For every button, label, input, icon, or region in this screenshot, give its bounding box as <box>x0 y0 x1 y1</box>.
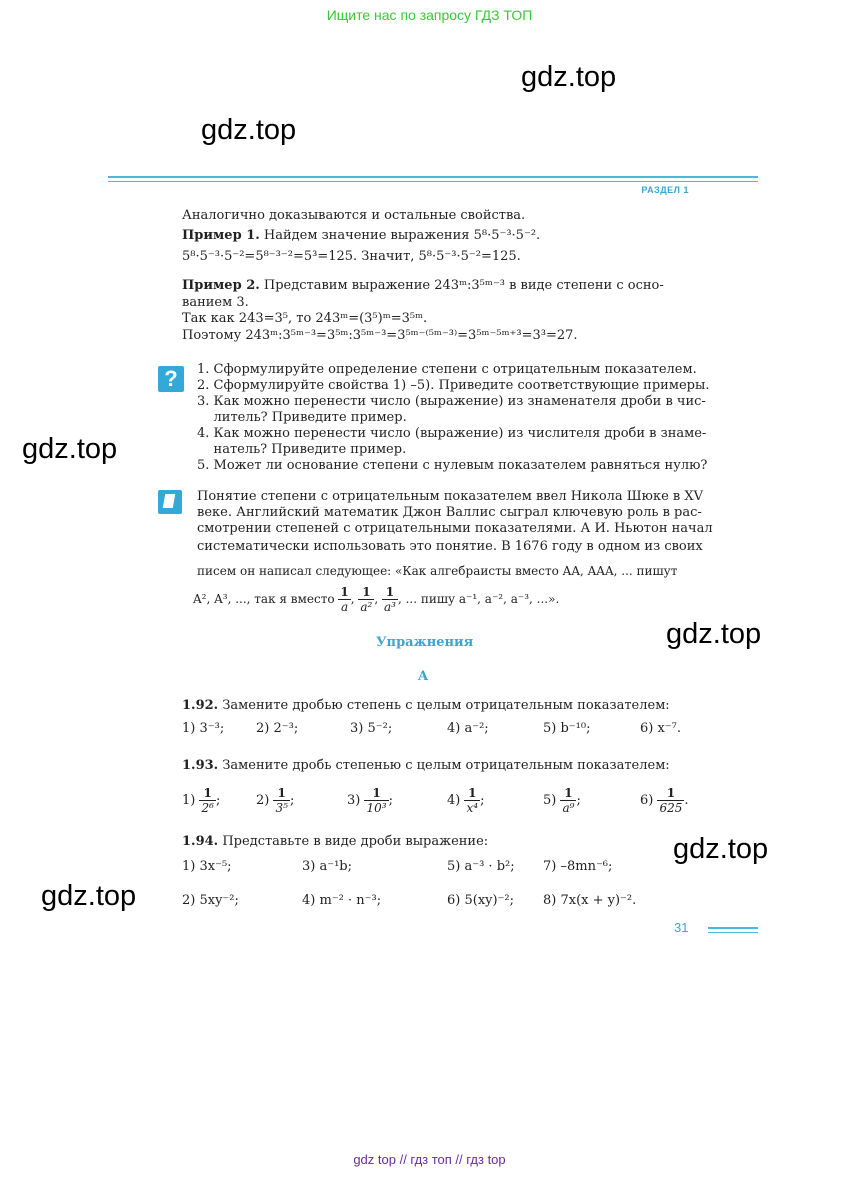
question-line: 4. Как можно перенести число (выражение) из числителя дроби в знаме- <box>197 426 707 441</box>
note-last-line: A², A³, ..., так я вместо $\frac{1}{a}$ , $\frac{1}{\text{a²}}$ , $\frac{1}{\text{a³}}$ , ... пишу a⁻¹, a⁻², a⁻³, ...». <box>193 585 560 614</box>
question-line: литель? Приведите пример. <box>197 410 407 425</box>
question-line: 2. Сформулируйте свойства 1) –5). Приведите соответствующие примеры. <box>197 378 710 393</box>
exercises-heading: Упражнения <box>376 635 474 650</box>
exercise-1-94 <box>182 833 488 850</box>
exercise-item: 2) $\frac{1}{\text{3⁵}}$ ; <box>256 786 295 815</box>
exercise-item: 7) –8mn⁻⁶; <box>543 859 613 874</box>
exercise-text: Замените дробь степенью с целым отрицательным показателем: <box>218 758 670 773</box>
exercise-text: Замените дробью степень с целым отрицательным показателем: <box>218 698 670 713</box>
question-icon: ? <box>158 366 184 392</box>
note-text: A², A³, ..., так я вместо <box>193 592 335 606</box>
example-1-solution: 5⁸·5⁻³·5⁻²=5⁸⁻³⁻²=5³=125. Значит, 5⁸·5⁻³·5⁻²=125. <box>182 249 521 264</box>
header-rule <box>108 176 758 178</box>
question-line: 5. Может ли основание степени с нулевым показателем равняться нулю? <box>197 458 708 473</box>
example-2-text: Представим выражение 243ᵐ:3⁵ᵐ⁻³ в виде степени с осно- <box>259 278 664 293</box>
example-2-title: Пример 2. <box>182 278 260 293</box>
example-2-line: ванием 3. <box>182 295 249 310</box>
exercise-item: 3) a⁻¹b; <box>302 859 353 874</box>
exercise-item: 2) 5xy⁻²; <box>182 893 239 908</box>
note-text: , ... пишу a⁻¹, a⁻², a⁻³, ...». <box>397 592 560 606</box>
exercise-item: 1) 3⁻³; <box>182 721 225 736</box>
section-label: РАЗДЕЛ 1 <box>641 185 689 195</box>
watermark: gdz.top <box>22 433 118 465</box>
watermark: gdz.top <box>673 833 769 865</box>
note-line: систематически использовать это понятие. В 1676 году в одном из своих <box>197 539 703 554</box>
watermark: gdz.top <box>201 114 297 146</box>
exercise-1-92 <box>182 697 670 714</box>
intro-text: Аналогично доказываются и остальные свойства. <box>182 208 526 223</box>
exercise-item: 5) a⁻³ · b²; <box>447 859 515 874</box>
page-number: 31 <box>674 920 689 935</box>
example-1-title: Пример 1. <box>182 228 260 243</box>
note-line: смотрении степеней с отрицательными показателями. А И. Ньютон начал <box>197 521 713 536</box>
note-line: писем он написал следующее: «Как алгебраисты вместо AA, AAA, ... пишут <box>197 564 678 578</box>
exercise-item: 6) 5(xy)⁻²; <box>447 893 515 908</box>
exercise-item: 4) $\frac{1}{\text{x⁴}}$ ; <box>447 786 485 815</box>
example-2-line: Так как 243=3⁵, то 243ᵐ=(3⁵)ᵐ=3⁵ᵐ. <box>182 311 428 326</box>
exercise-number: 1.93. <box>182 758 219 773</box>
exercise-1-93 <box>182 757 670 774</box>
header-rule <box>108 181 758 182</box>
fraction: $\frac{1}{\text{a²}}$ <box>360 585 373 614</box>
exercise-item: 5) b⁻¹⁰; <box>543 721 591 736</box>
note-line: Понятие степени с отрицательным показателем ввел Никола Шюке в XV <box>197 489 704 504</box>
example-2-line: Поэтому 243ᵐ:3⁵ᵐ⁻³=3⁵ᵐ:3⁵ᵐ⁻³=3⁵ᵐ⁻⁽⁵ᵐ⁻³⁾=3⁵ᵐ⁻⁵ᵐ⁺³=3³=27. <box>182 328 578 343</box>
top-banner: Ищите нас по запросу ГДЗ ТОП <box>326 7 533 23</box>
exercise-number: 1.94. <box>182 834 219 849</box>
watermark: gdz.top <box>41 880 137 912</box>
example-1-text: Найдем значение выражения 5⁸·5⁻³·5⁻². <box>259 228 541 243</box>
page-number-rule <box>708 927 758 929</box>
fraction: $\frac{1}{a}$ <box>340 585 349 614</box>
question-line: натель? Приведите пример. <box>197 442 407 457</box>
exercise-item: 4) a⁻²; <box>447 721 489 736</box>
page-number-rule <box>708 932 758 933</box>
exercise-item: 6) x⁻⁷. <box>640 721 682 736</box>
watermark: gdz.top <box>521 61 617 93</box>
fraction: $\frac{1}{\text{a³}}$ <box>384 585 396 614</box>
exercise-item: 4) m⁻² · n⁻³; <box>302 893 382 908</box>
exercise-text: Представьте в виде дроби выражение: <box>218 834 489 849</box>
question-line: 1. Сформулируйте определение степени с отрицательным показателем. <box>197 362 697 377</box>
note-line: веке. Английский математик Джон Валлис сыграл ключевую роль в рас- <box>197 505 702 520</box>
exercise-item: 6) $\frac{1}{625}$ . <box>640 786 689 815</box>
exercise-item: 1) 3x⁻⁵; <box>182 859 232 874</box>
watermark: gdz.top <box>666 618 762 650</box>
example-2 <box>182 277 664 294</box>
exercise-item: 5) $\frac{1}{\text{a⁹}}$ ; <box>543 786 581 815</box>
exercise-item: 1) $\frac{1}{\text{2⁶}}$ ; <box>182 786 221 815</box>
exercise-item: 3) $\frac{1}{\text{10³}}$ ; <box>347 786 393 815</box>
question-line: 3. Как можно перенести число (выражение) из знаменателя дроби в чис- <box>197 394 706 409</box>
exercise-item: 8) 7x(x + y)⁻². <box>543 893 637 908</box>
note-icon <box>158 490 182 514</box>
exercise-item: 2) 2⁻³; <box>256 721 299 736</box>
level-heading: A <box>418 669 429 684</box>
exercise-number: 1.92. <box>182 698 219 713</box>
footer-text: gdz top // гдз топ // гдз top <box>353 1152 506 1167</box>
exercise-item: 3) 5⁻²; <box>350 721 393 736</box>
example-1 <box>182 227 540 244</box>
